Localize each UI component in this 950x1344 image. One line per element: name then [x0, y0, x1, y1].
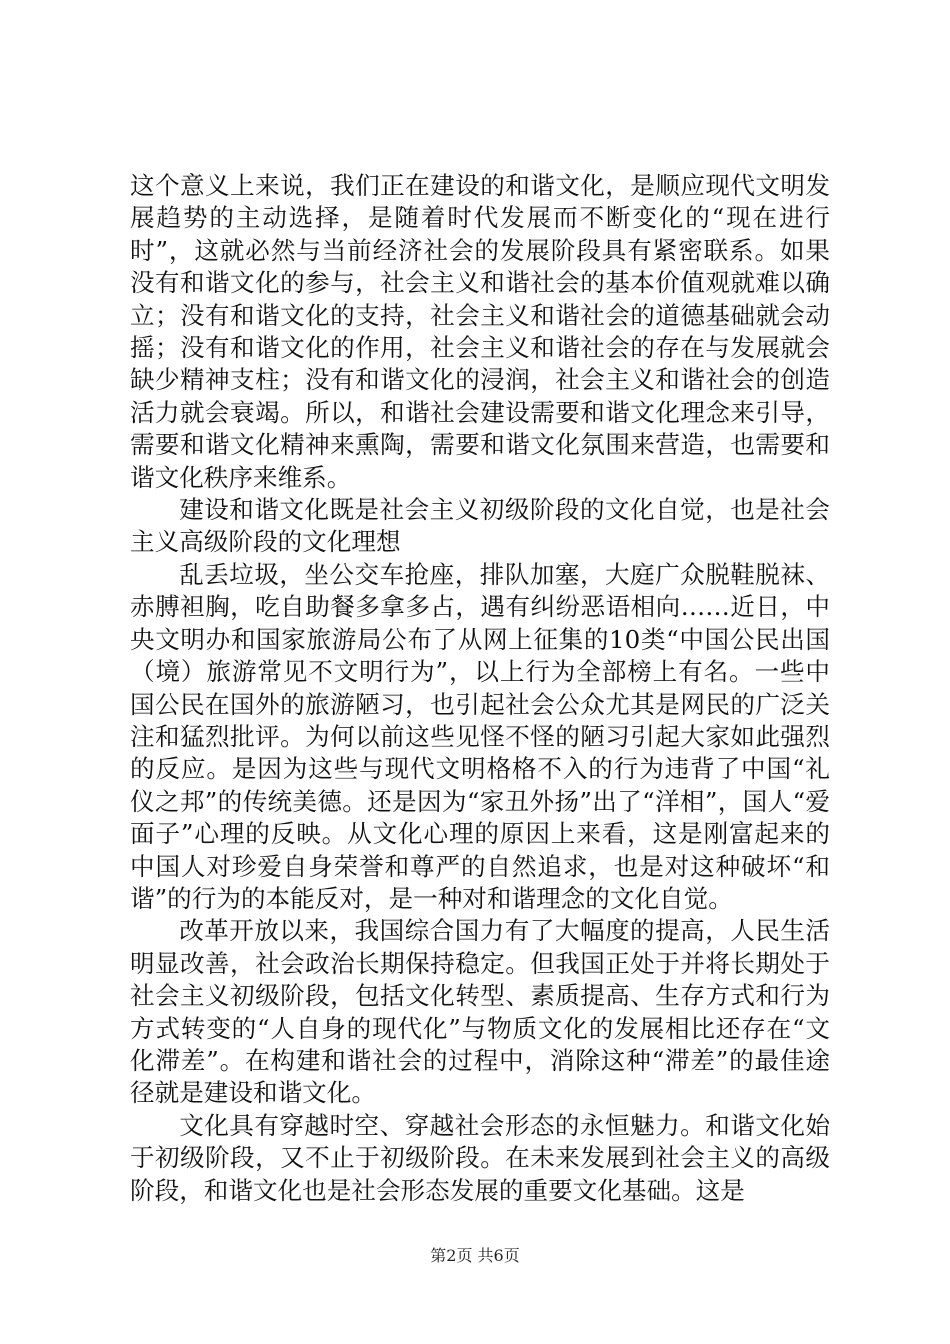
paragraph-cultural-charm: 文化具有穿越时空、穿越社会形态的永恒魅力。和谐文化始于初级阶段，又不止于初级阶段。在未来发展到社会主义的高级阶段，和谐文化也是社会形态发展的重要文化基础。这是 [130, 1110, 830, 1205]
page-number-footer: 第2页 共6页 [430, 1246, 520, 1265]
paragraph-uncivilized-behavior: 乱丢垃圾，坐公交车抢座，排队加塞，大庭广众脱鞋脱袜、赤膊袒胸，吃自助餐多拿多占，遇有纠纷恶语相向……近日，中央文明办和国家旅游局公布了从网上征集的10类“中国公民出国（境）旅游常见不文明行为”，以上行为全部榜上有名。一些中国公民在国外的旅游陋习，也引起社会公众尤其是网民的广泛关注和猛烈批评。为何以前这些见怪不怪的陋习引起大家如此强烈的反应。是因为这些与现代文明格格不入的行为违背了中国“礼仪之邦”的传统美德。还是因为“家丑外扬”出了“洋相”，国人“爱面子”心理的反映。从文化心理的原因上来看，这是刚富起来的中国人对珍爱自身荣誉和尊严的自然追求，也是对这种破坏“和谐”的行为的本能反对，是一种对和谐理念的文化自觉。 [130, 559, 830, 913]
paragraph-section-heading: 建设和谐文化既是社会主义初级阶段的文化自觉，也是社会主义高级阶段的文化理想 [130, 495, 830, 557]
paragraph-reform-opening: 改革开放以来，我国综合国力有了大幅度的提高，人民生活明显改善，社会政治长期保持稳定。但我国正处于并将长期处于社会主义初级阶段，包括文化转型、素质提高、生存方式和行为方式转变的“人自身的现代化”与物质文化的发展相比还存在“文化滞差”。在构建和谐社会的过程中，消除这种“滞差”的最佳途径就是建设和谐文化。 [130, 916, 830, 1108]
document-body [130, 170, 830, 1207]
paragraph-continuation: 这个意义上来说，我们正在建设的和谐文化，是顺应现代文明发展趋势的主动选择，是随着时代发展而不断变化的“现在进行时”，这就必然与当前经济社会的发展阶段具有紧密联系。如果没有和谐文化的参与，社会主义和谐社会的基本价值观就难以确立；没有和谐文化的支持，社会主义和谐社会的道德基础就会动摇；没有和谐文化的作用，社会主义和谐社会的存在与发展就会缺少精神支柱；没有和谐文化的浸润，社会主义和谐社会的创造活力就会衰竭。所以，和谐社会建设需要和谐文化理念来引导，需要和谐文化精神来熏陶，需要和谐文化氛围来营造，也需要和谐文化秩序来维系。 [130, 171, 830, 492]
